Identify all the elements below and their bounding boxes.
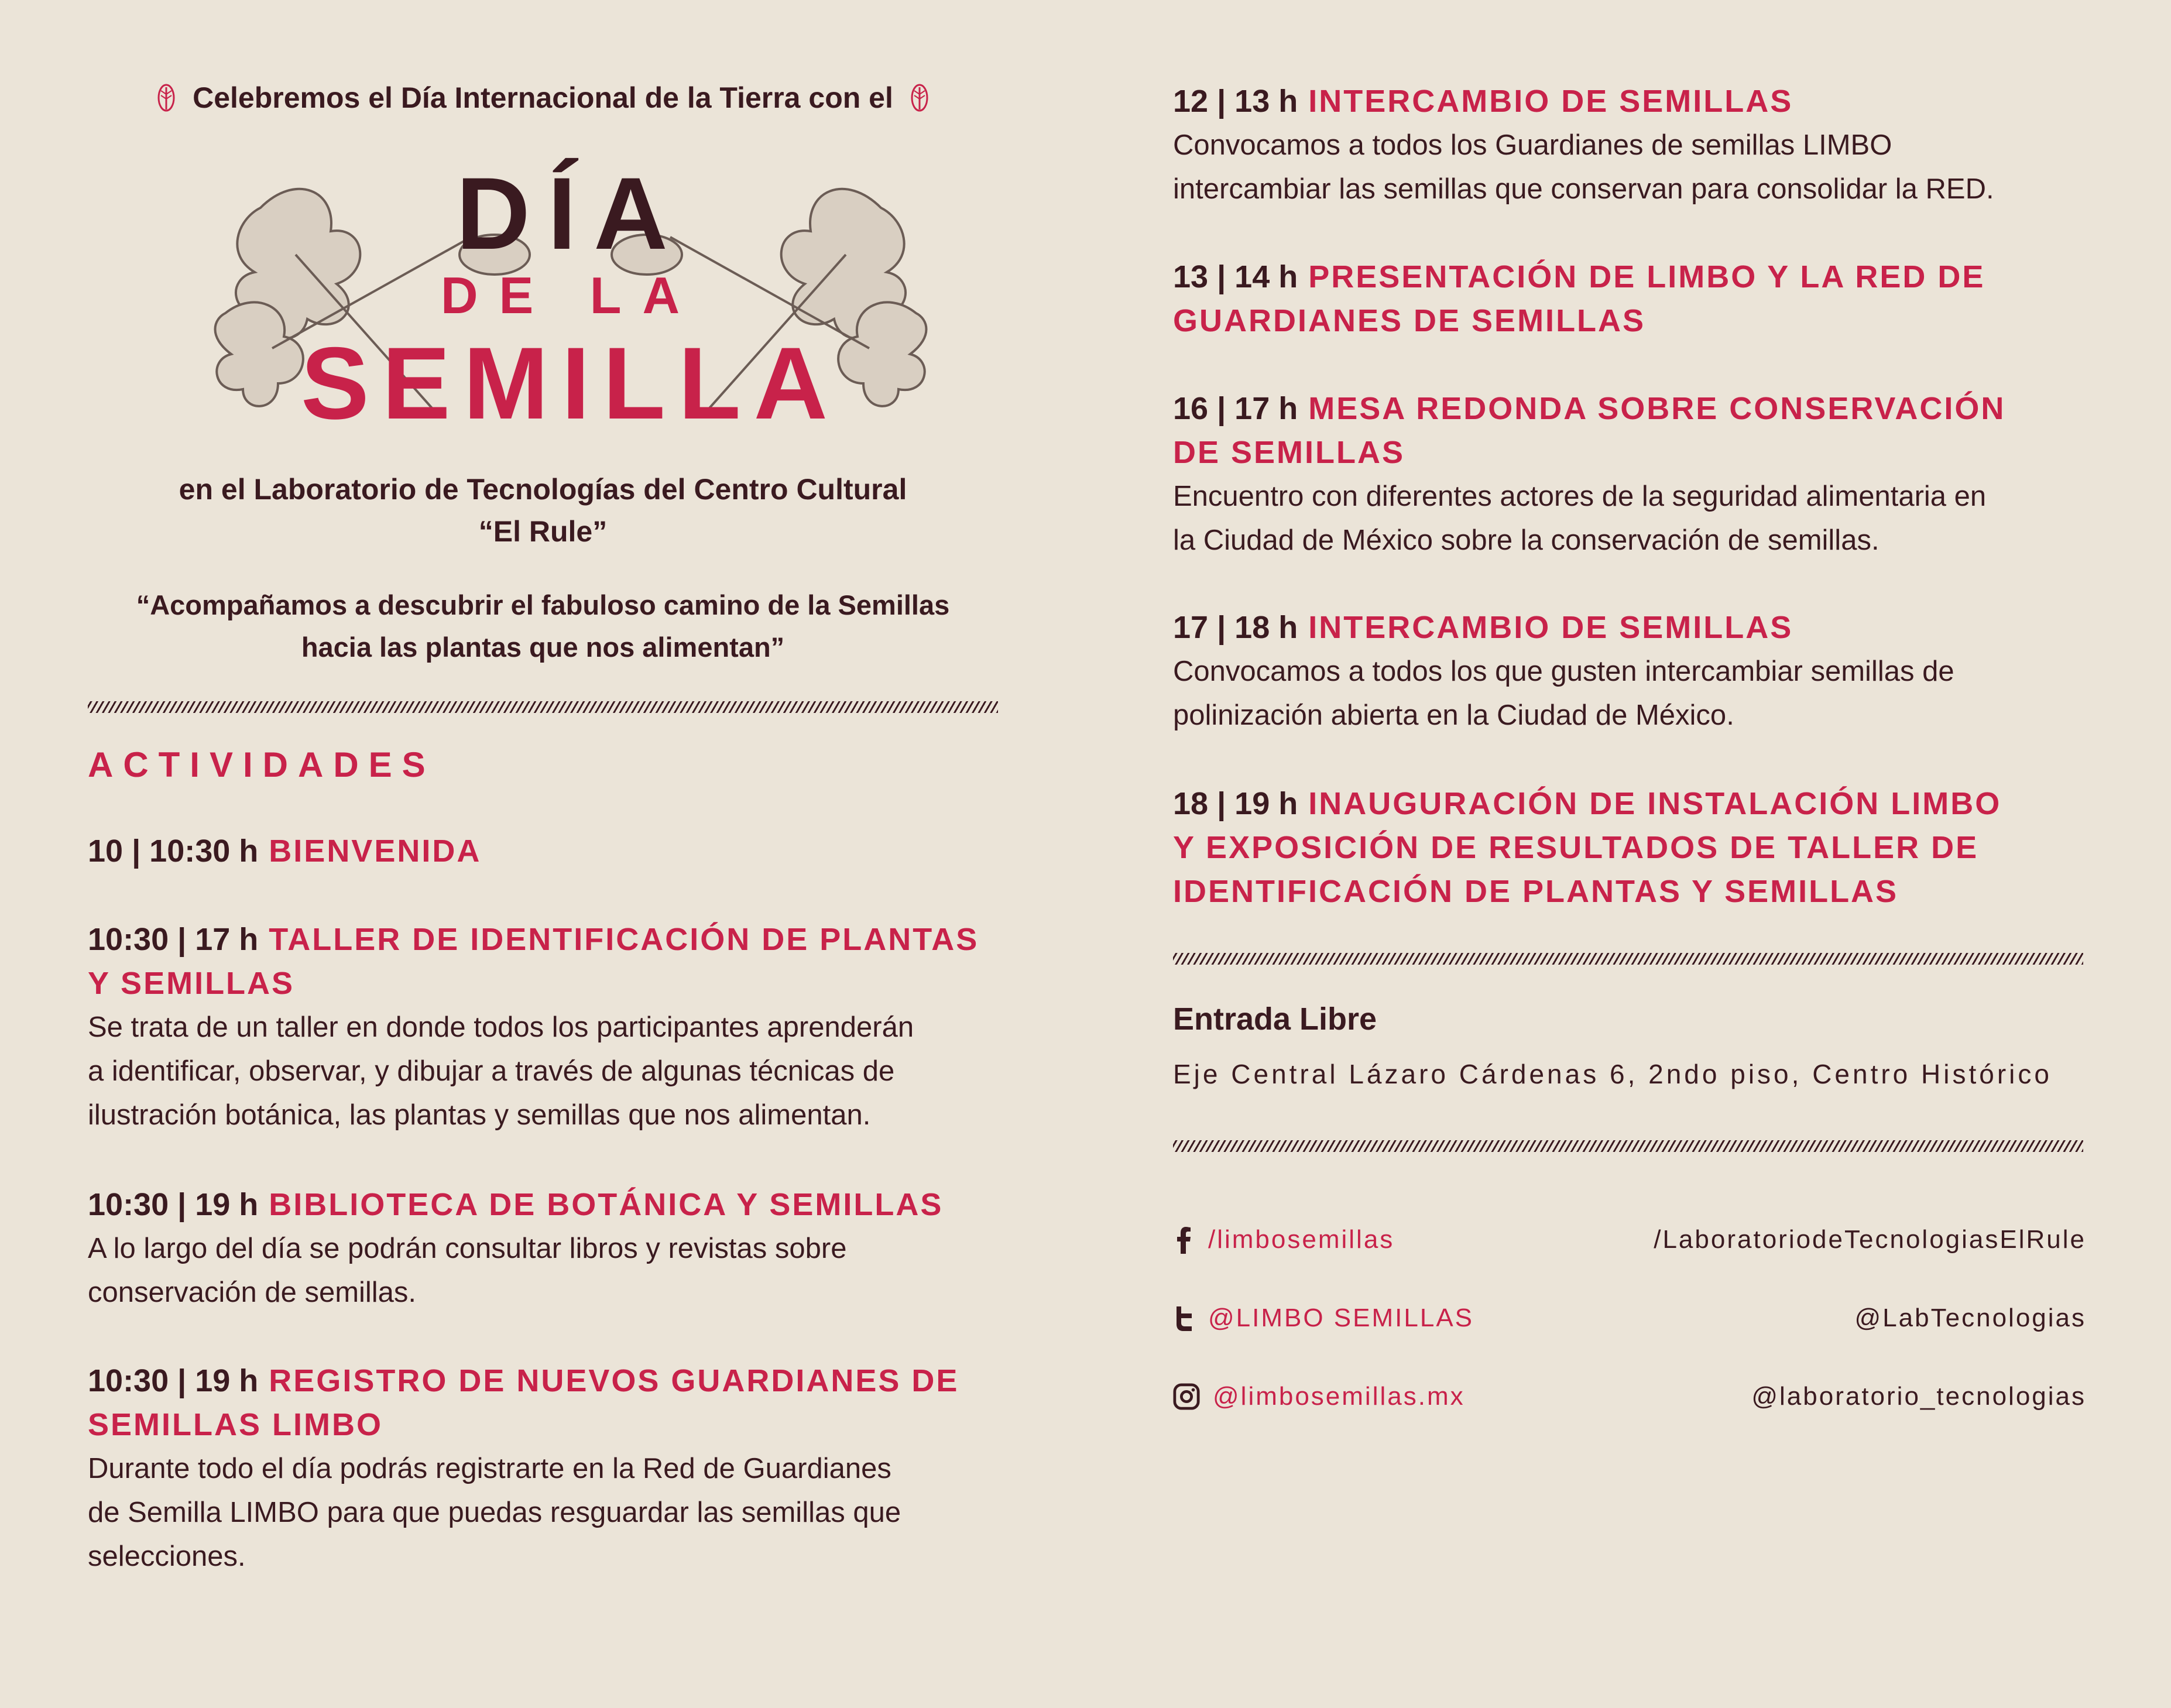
activity-heading bbox=[88, 829, 998, 873]
twitter-handle[interactable]: @LIMBO SEMILLAS bbox=[1208, 1304, 1474, 1332]
activity-description: a identificar, observar, y dibujar a través de algunas técnicas de bbox=[88, 1055, 895, 1087]
activity-title-cont: SEMILLAS LIMBO bbox=[88, 1407, 383, 1442]
activity-heading bbox=[1173, 606, 2083, 650]
title-de-la: DE LA bbox=[441, 266, 701, 324]
activity-title: REGISTRO DE NUEVOS GUARDIANES DE bbox=[269, 1363, 959, 1398]
activities-heading: ACTIVIDADES bbox=[88, 745, 435, 784]
activity-description: conservación de semillas. bbox=[88, 1277, 417, 1308]
activity-item bbox=[1173, 255, 2083, 343]
activity-description: Durante todo el día podrás registrarte en la Red de Guardianes bbox=[88, 1453, 891, 1484]
activity-title: MESA REDONDA SOBRE CONSERVACIÓN bbox=[1308, 391, 2006, 426]
activity-title-cont: Y EXPOSICIÓN DE RESULTADOS DE TALLER DE bbox=[1173, 830, 1979, 865]
address: Eje Central Lázaro Cárdenas 6, 2ndo piso, Centro Histórico bbox=[1173, 1059, 2052, 1089]
entry-label: Entrada Libre bbox=[1173, 1002, 1377, 1037]
subtitle-line: en el Laboratorio de Tecnologías del Centro Cultural bbox=[179, 473, 907, 506]
activity-title: INTERCAMBIO DE SEMILLAS bbox=[1308, 610, 1793, 645]
activity-description: Convocamos a todos los Guardianes de semillas LIMBO bbox=[1173, 129, 1892, 161]
activity-time: 17 | 18 h bbox=[1173, 610, 1298, 645]
quote-line: hacia las plantas que nos alimentan” bbox=[301, 632, 785, 663]
social-left[interactable] bbox=[1173, 1225, 1394, 1254]
activity-heading bbox=[88, 918, 998, 962]
activity-item bbox=[1173, 782, 2083, 914]
activity-item bbox=[1173, 387, 2083, 563]
activity-time: 16 | 17 h bbox=[1173, 391, 1298, 426]
activity-title: TALLER DE IDENTIFICACIÓN DE PLANTAS bbox=[269, 922, 979, 957]
activity-heading bbox=[88, 1359, 998, 1403]
twitter-icon bbox=[1173, 1304, 1195, 1332]
activity-time: 10:30 | 17 h bbox=[88, 922, 259, 957]
activity-heading bbox=[1173, 387, 2083, 431]
twitter-lab-handle[interactable]: @LabTecnologias bbox=[1854, 1304, 2086, 1332]
facebook-icon bbox=[1173, 1226, 1195, 1254]
quote bbox=[88, 584, 998, 668]
activity-time: 10:30 | 19 h bbox=[88, 1187, 259, 1222]
activity-title-cont: DE SEMILLAS bbox=[1173, 435, 1405, 470]
venue-subtitle bbox=[88, 468, 998, 553]
activity-item bbox=[88, 829, 998, 873]
activity-time: 12 | 13 h bbox=[1173, 84, 1298, 119]
divider bbox=[1173, 953, 2083, 965]
activity-description: A lo largo del día se podrán consultar libros y revistas sobre bbox=[88, 1233, 847, 1264]
divider bbox=[1173, 1140, 2083, 1152]
activity-title-cont: IDENTIFICACIÓN DE PLANTAS Y SEMILLAS bbox=[1173, 874, 1899, 909]
activity-time: 13 | 14 h bbox=[1173, 259, 1298, 294]
activity-title: PRESENTACIÓN DE LIMBO Y LA RED DE bbox=[1308, 259, 1985, 294]
activity-item bbox=[88, 918, 998, 1137]
social-row-facebook bbox=[1173, 1222, 2086, 1257]
social-row-twitter bbox=[1173, 1301, 2086, 1336]
activity-description: polinización abierta en la Ciudad de México. bbox=[1173, 699, 1734, 731]
hero-title-illustration bbox=[190, 138, 951, 442]
activity-title: BIBLIOTECA DE BOTÁNICA Y SEMILLAS bbox=[269, 1187, 944, 1222]
intro-text: Celebremos el Día Internacional de la Tierra con el bbox=[193, 81, 893, 114]
instagram-lab-handle[interactable]: @laboratorio_tecnologias bbox=[1751, 1382, 2086, 1411]
activity-description: ilustración botánica, las plantas y semillas que nos alimentan. bbox=[88, 1099, 871, 1131]
instagram-handle[interactable]: @limbosemillas.mx bbox=[1213, 1382, 1465, 1411]
activity-description: Se trata de un taller en donde todos los participantes aprenderán bbox=[88, 1011, 914, 1043]
seed-icon bbox=[910, 83, 930, 113]
seed-icon bbox=[156, 83, 176, 113]
activity-time: 10:30 | 19 h bbox=[88, 1363, 259, 1398]
activity-description: selecciones. bbox=[88, 1541, 246, 1572]
intro-line bbox=[88, 81, 998, 115]
activity-title: BIENVENIDA bbox=[269, 834, 482, 869]
social-left[interactable] bbox=[1173, 1382, 1465, 1411]
subtitle-line: “El Rule” bbox=[478, 515, 608, 548]
activity-description: Convocamos a todos los que gusten intercambiar semillas de bbox=[1173, 656, 1954, 687]
facebook-page[interactable]: /LaboratoriodeTecnologiasElRule bbox=[1654, 1225, 2086, 1254]
activity-description: la Ciudad de México sobre la conservación de semillas. bbox=[1173, 524, 1880, 556]
botanical-illustration bbox=[190, 138, 951, 442]
activity-title-cont: GUARDIANES DE SEMILLAS bbox=[1173, 303, 1646, 338]
activity-title-cont: Y SEMILLAS bbox=[88, 966, 295, 1001]
facebook-handle[interactable]: /limbosemillas bbox=[1208, 1225, 1395, 1254]
activity-item bbox=[88, 1359, 998, 1579]
activity-heading bbox=[1173, 782, 2083, 826]
activity-item bbox=[1173, 606, 2083, 738]
instagram-icon bbox=[1173, 1383, 1200, 1410]
quote-line: “Acompañamos a descubrir el fabuloso camino de la Semillas bbox=[136, 589, 950, 620]
activity-time: 10 | 10:30 h bbox=[88, 834, 259, 869]
divider bbox=[88, 701, 998, 713]
activity-heading bbox=[1173, 255, 2083, 299]
social-row-instagram bbox=[1173, 1379, 2086, 1414]
activity-description: intercambiar las semillas que conservan para consolidar la RED. bbox=[1173, 173, 1994, 205]
activity-description: Encuentro con diferentes actores de la seguridad alimentaria en bbox=[1173, 481, 1987, 512]
activity-item bbox=[88, 1183, 998, 1315]
activity-heading bbox=[1173, 80, 2083, 124]
activity-description: de Semilla LIMBO para que puedas resguardar las semillas que bbox=[88, 1497, 901, 1528]
activity-title: INTERCAMBIO DE SEMILLAS bbox=[1308, 84, 1793, 119]
title-dia: DÍA bbox=[456, 157, 685, 271]
activity-item bbox=[1173, 80, 2083, 211]
activity-time: 18 | 19 h bbox=[1173, 786, 1298, 821]
title-semilla: SEMILLA bbox=[300, 327, 841, 441]
activity-heading bbox=[88, 1183, 998, 1227]
social-left[interactable] bbox=[1173, 1304, 1474, 1333]
activity-title: INAUGURACIÓN DE INSTALACIÓN LIMBO bbox=[1308, 786, 2002, 821]
